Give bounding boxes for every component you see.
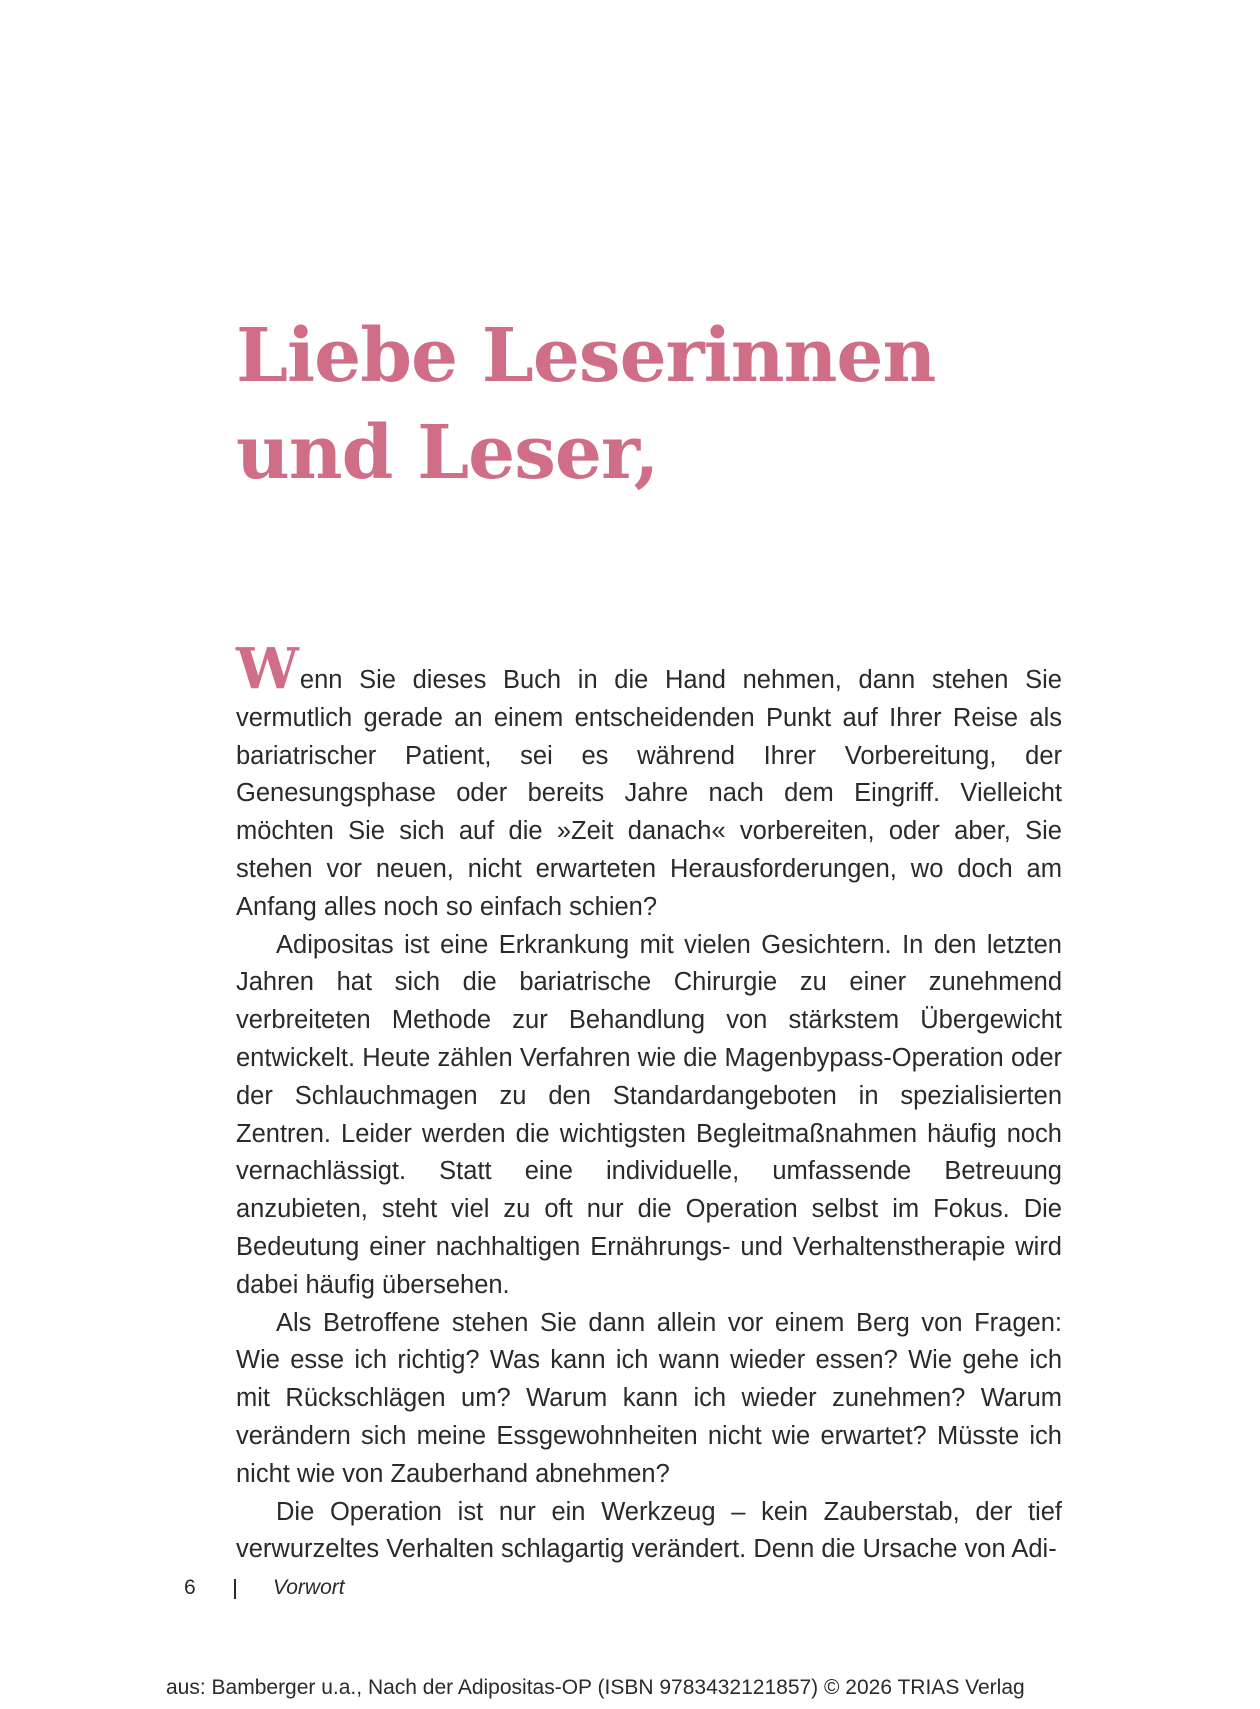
headline-line-2: und Leser, bbox=[236, 410, 659, 496]
paragraph-1-text: enn Sie dieses Buch in die Hand nehmen, dann stehen Sie vermutlich gerade an einem entscheidenden Punkt auf Ihrer Reise als bariatrischer Patient, sei es während Ihrer Vorbereitung, der Genesungsphase oder bereits Jahre nach dem Eingriff. Vielleicht möchten Sie sich auf die »Zeit danach« vorbereiten, oder aber, Sie stehen vor neuen, nicht erwarteten Herausforderungen, wo doch am Anfang alles noch so einfach schien? bbox=[236, 666, 1062, 921]
paragraph-1 bbox=[236, 636, 1062, 927]
body-text bbox=[236, 636, 1062, 1569]
footer-separator bbox=[234, 1579, 236, 1599]
paragraph-2: Adipositas ist eine Erkrankung mit vielen Gesichtern. In den letzten Jahren hat sich die bariatrische Chirurgie zu einer zunehmend verbreiteten Methode zur Behandlung von stärkstem Übergewicht entwickelt. Heute zählen Verfahren wie die Magenbypass-Operation oder der Schlauchmagen zu den Standardangeboten in spezialisierten Zentren. Leider werden die wichtigsten Begleitmaßnahmen häufig noch vernachlässigt. Statt eine individuelle, umfassende Betreuung anzubieten, steht viel zu oft nur die Operation selbst im Fokus. Die Bedeutung einer nachhaltigen Ernährungs- und Verhaltenstherapie wird dabei häufig übersehen. bbox=[236, 930, 1062, 1299]
paragraph-3: Als Betroffene stehen Sie dann allein vor einem Berg von Fragen: Wie esse ich richtig? Was kann ich wann wieder essen? Wie gehe ich mit Rückschlägen um? Warum kann ich wieder zunehmen? Warum verändern sich meine Essgewohnheiten nicht wie erwartet? Müsste ich nicht wie von Zauberhand abnehmen? bbox=[236, 1308, 1062, 1488]
paragraph-4: Die Operation ist nur ein Werkzeug – kein Zauberstab, der tief verwurzeltes Verhalten schlagartig verändert. Denn die Ursache von Adi- bbox=[236, 1497, 1062, 1564]
chapter-headline bbox=[236, 308, 1136, 502]
drop-cap: W bbox=[236, 636, 299, 702]
source-citation: aus: Bamberger u.a., Nach der Adipositas-OP (ISBN 9783432121857) © 2026 TRIAS Verlag bbox=[166, 1676, 1025, 1699]
section-name: Vorwort bbox=[273, 1576, 345, 1599]
page-number: 6 bbox=[184, 1576, 196, 1599]
headline-line-1: Liebe Leserinnen bbox=[236, 313, 936, 399]
